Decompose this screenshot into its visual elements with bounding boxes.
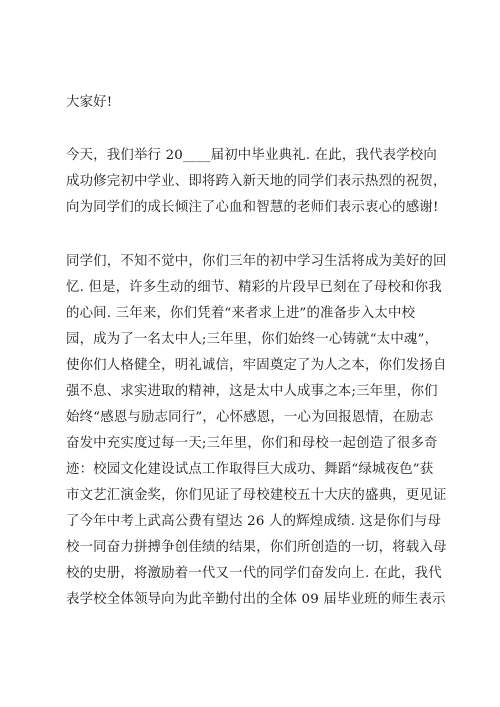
paragraph-line: 表学校全体领导向为此辛勤付出的全体 09 届毕业班的师生表示 [66,592,446,607]
paragraph-line: 强不息、求实进取的精神，这是太中人成事之本;三年里，你们 [66,384,438,399]
paragraph-line: 迹：校园文化建设试点工作取得巨大成功、舞蹈“绿城夜色”获 [66,462,434,477]
paragraph-line: 市文艺汇演金奖，你们见证了母校建校五十大庆的盛典，更见证 [66,488,447,503]
paragraph-line: 同学们，不知不觉中，你们三年的初中学习生活将成为美好的回 [66,254,447,269]
paragraph-line: 奋发中充实度过每一天;三年里，你们和母校一起创造了很多奇 [66,436,438,451]
paragraph-line: 的心间. 三年来，你们凭着“来者求上进”的准备步入太中校 [66,306,416,321]
paragraph-line: 成功修完初中学业、即将跨入新天地的同学们表示热烈的祝贺， [66,174,447,189]
paragraph-line: 始终“感恩与励志同行”，心怀感恩，一心为回报恩情，在励志 [66,410,434,425]
paragraph-line: 向为同学们的成长倾注了心血和智慧的老师们表示衷心的感谢! [66,200,439,215]
greeting: 大家好! [66,95,113,110]
paragraph-line: 园，成为了一名太中人;三年里，你们始终一心铸就“太中魂”， [66,332,439,347]
paragraph-line: 校一同奋力拼搏争创佳绩的结果，你们所创造的一切，将载入母 [66,540,447,555]
paragraph-line: 使你们人格健全，明礼诚信，牢固奠定了为人之本，你们发扬自 [66,358,447,373]
paragraph-line: 了今年中考上武高公费有望达 26 人的辉煌成绩. 这是你们与母 [66,514,442,529]
paragraph-line: 校的史册，将激励着一代又一代的同学们奋发向上. 在此，我代 [66,566,442,581]
paragraph-line: 今天，我们举行 20____届初中毕业典礼. 在此，我代表学校向 [66,148,437,163]
paragraph-line: 忆. 但是，许多生动的细节、精彩的片段早已刻在了母校和你我 [66,280,442,295]
